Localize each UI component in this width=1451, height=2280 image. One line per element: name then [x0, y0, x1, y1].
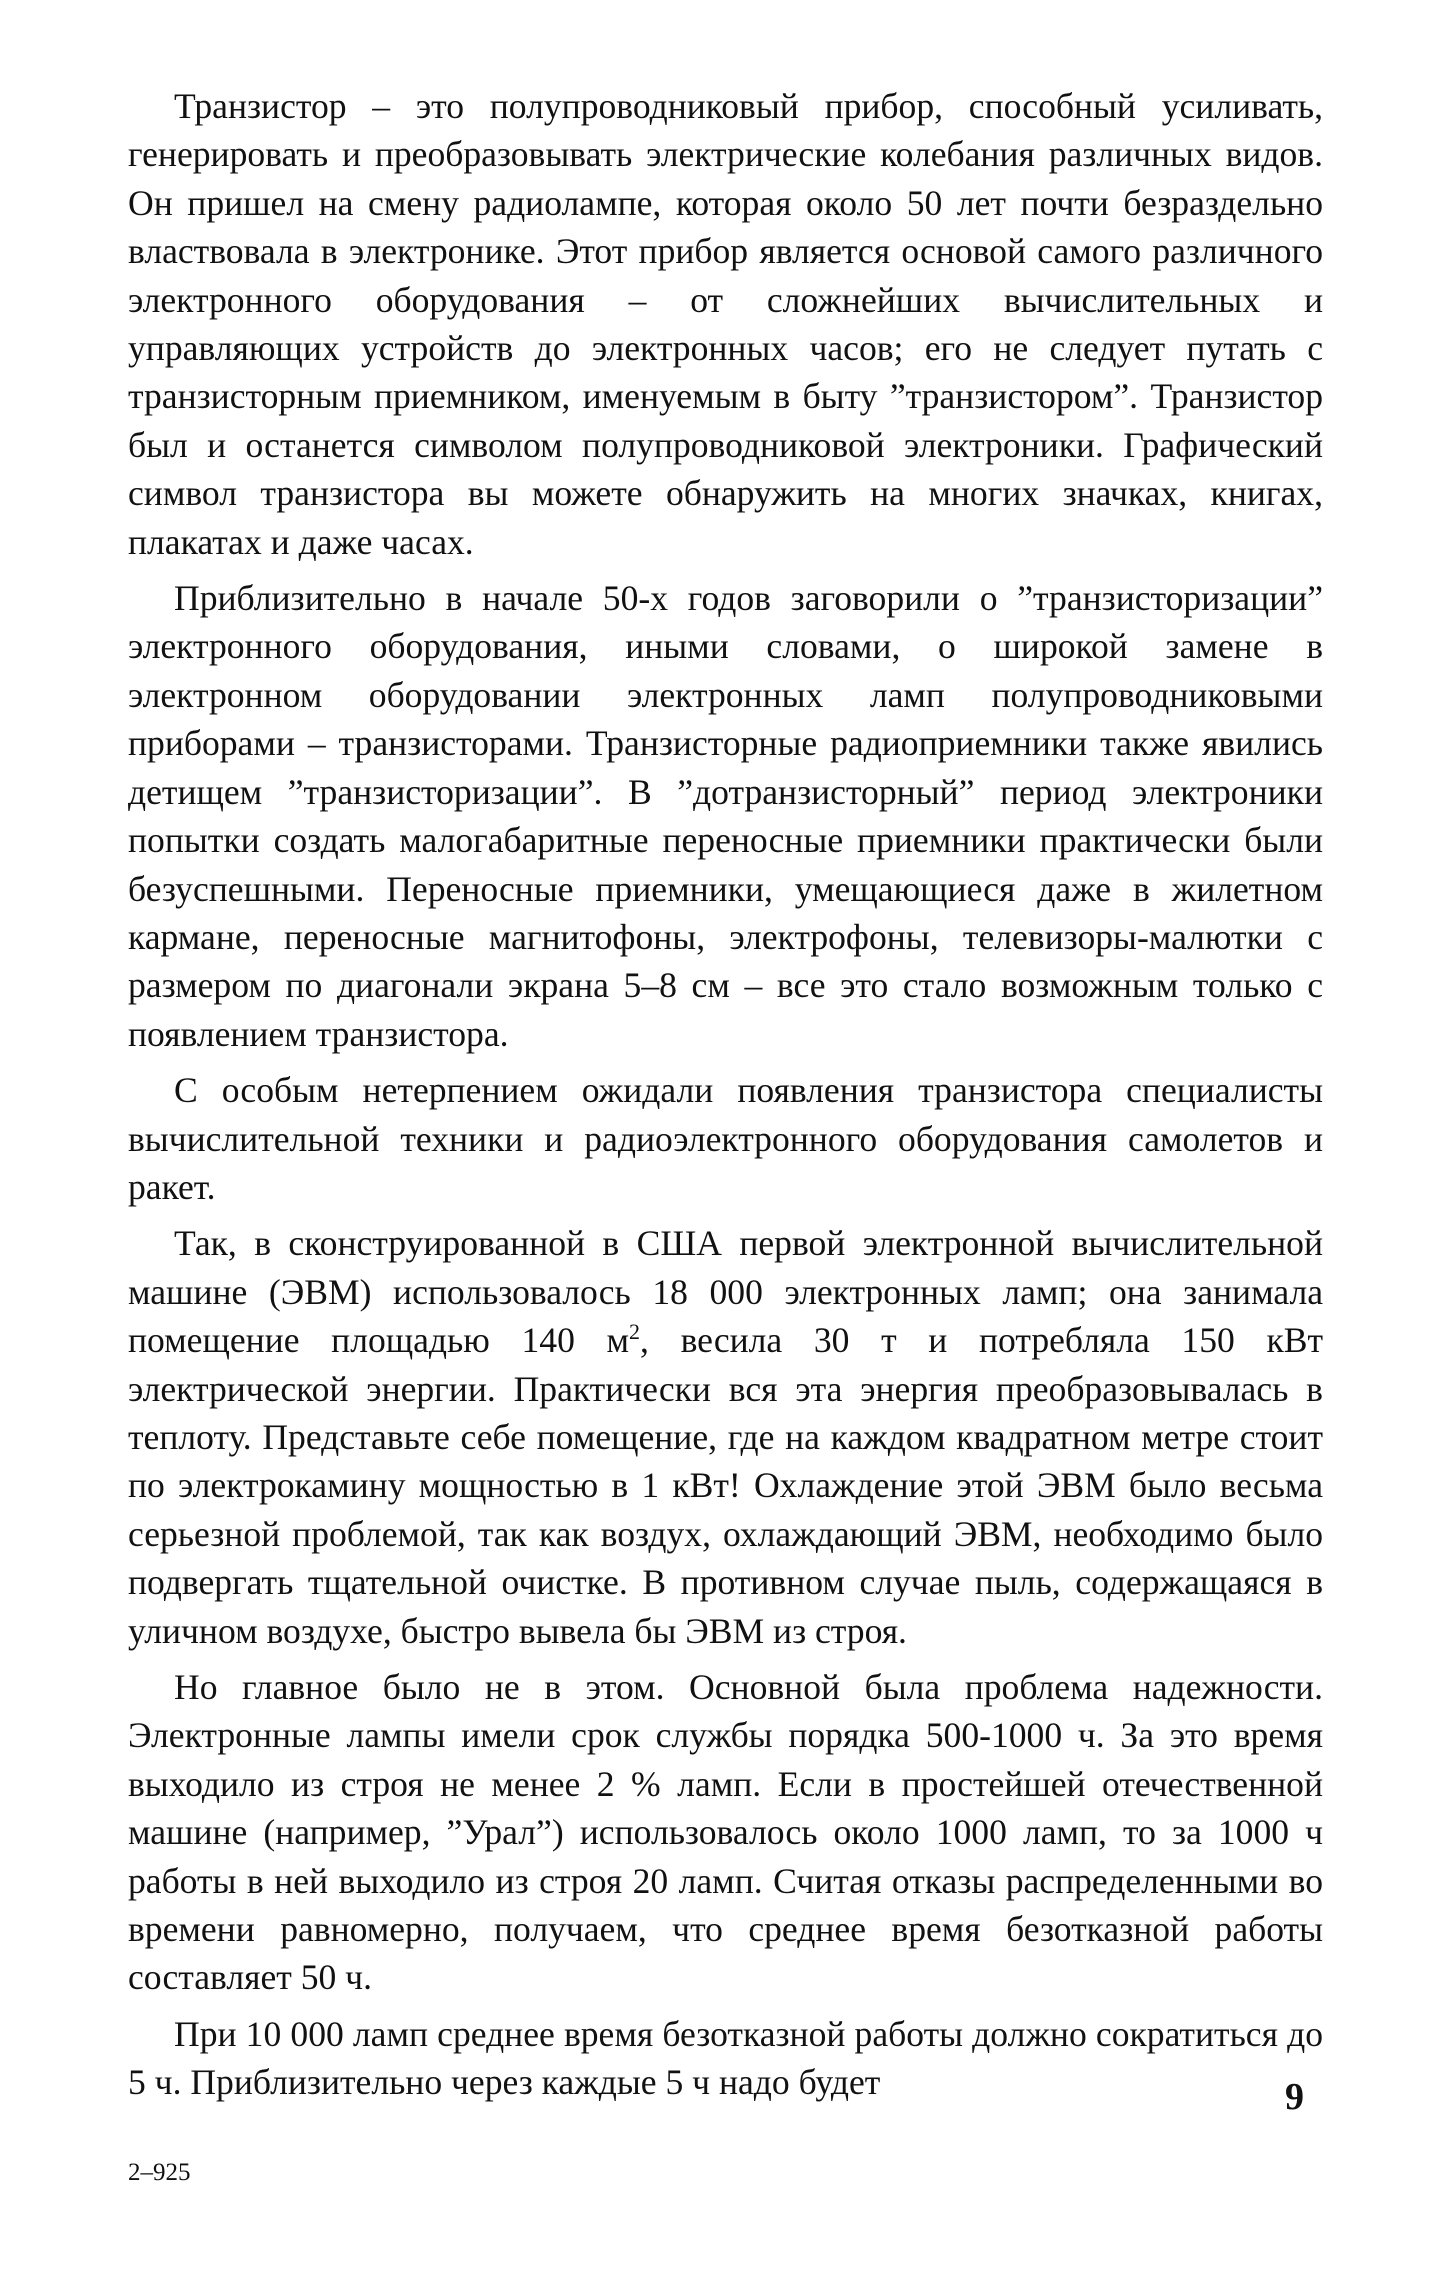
page-number: 9 — [1285, 2076, 1304, 2118]
superscript-square-meter: 2 — [629, 1319, 641, 1345]
paragraph-1: Транзистор – это полупроводниковый прибор, способный усиливать, генерировать и преобразовывать электрические колебания различных видов. Он пришел на смену радиолампе, которая около 50 лет почти безраздельно властвовала в электронике. Этот прибор является основой самого различного электронного оборудования – от сложнейших вычислительных и управляющих устройств до электронных часов; его не следует путать с транзисторным приемником, именуемым в быту ”транзистором”. Транзистор был и останется символом полупроводниковой электроники. Графический символ транзистора вы можете обнаружить на многих значках, книгах, плакатах и даже часах. — [128, 86, 1323, 562]
paragraph-4-text-after: , весила 30 т и потребляла 150 кВт электрической энергии. Практически вся эта энергия преобразовывалась в теплоту. Представьте себе помещение, где на каждом квадратном метре стоит по электрокамину мощностью в 1 кВт! Охлаждение этой ЭВМ было весьма серьезной проблемой, так как воздух, охлаждающий ЭВМ, необходимо было подвергать тщательной очистке. В противном случае пыль, содержащаяся в уличном воздухе, быстро вывела бы ЭВМ из строя. — [128, 1320, 1324, 1651]
paragraph-4 — [128, 1219, 1323, 1655]
paragraph-3: С особым нетерпением ожидали появления транзистора специалисты вычислительной техники и радиоэлектронного оборудования самолетов и ракет. — [128, 1070, 1323, 1207]
paragraph-4-text-before: Так, в сконструированной в США первой электронной вычислительной машине (ЭВМ) использовалось 18 000 электронных ламп; она занимала помещение площадью 140 м — [128, 1223, 1323, 1361]
paragraph-2: Приблизительно в начале 50-х годов заговорили о ”транзисторизации” электронного оборудования, иными словами, о широкой замене в электронном оборудовании электронных ламп полупроводниковыми приборами – транзисторами. Транзисторные радиоприемники также явились детищем ”транзисторизации”. В ”дотранзисторный” период электроники попытки создать малогабаритные переносные приемники практически были безуспешными. Переносные приемники, умещающиеся даже в жилетном кармане, переносные магнитофоны, электрофоны, телевизоры-малютки с размером по диагонали экрана 5–8 см – все это стало возможным только с появлением транзистора. — [128, 578, 1323, 1054]
paragraph-5: Но главное было не в этом. Основной была проблема надежности. Электронные лампы имели срок службы порядка 500-1000 ч. За это время выходило из строя не менее 2 % ламп. Если в простейшей отечественной машине (например, ”Урал”) использовалось около 1000 ламп, то за 1000 ч работы в ней выходило из строя 20 ламп. Считая отказы распределенными во времени равномерно, получаем, что среднее время безотказной работы составляет 50 ч. — [128, 1667, 1323, 1998]
signature-mark: 2–925 — [128, 2159, 191, 2186]
page-body — [128, 82, 1323, 2115]
paragraph-6: При 10 000 ламп среднее время безотказной работы должно сократиться до 5 ч. Приблизительно через каждые 5 ч надо будет — [128, 2013, 1323, 2103]
